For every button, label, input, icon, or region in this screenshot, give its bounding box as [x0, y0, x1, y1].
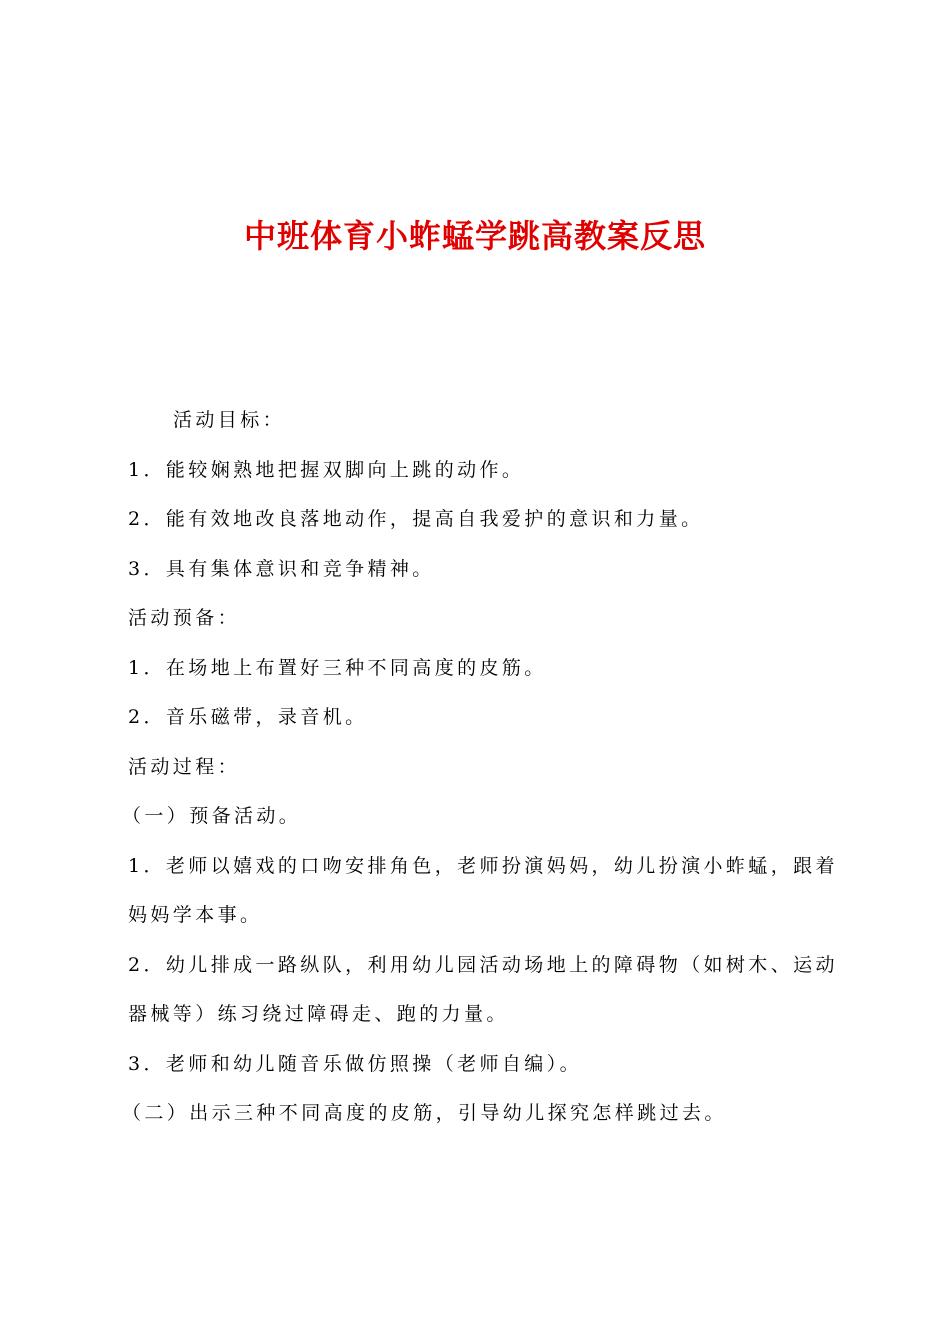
process-item-1-line-1: 1．老师以嬉戏的口吻安排角色，老师扮演妈妈，幼儿扮演小蚱蜢，跟着 [128, 854, 838, 877]
process-subheading-1: （一）预备活动。 [122, 805, 302, 827]
section-heading-process: 活动过程： [128, 755, 241, 778]
document-title: 中班体育小蚱蜢学跳高教案反思 [243, 217, 706, 255]
section-heading-preparation: 活动预备： [128, 607, 241, 629]
section-heading-goals: 活动目标： [173, 409, 286, 431]
goal-item-1: 1．能较娴熟地把握双脚向上跳的动作。 [128, 458, 525, 481]
process-item-2-line-1: 2．幼儿排成一路纵队，利用幼儿园活动场地上的障碍物（如树木、运动 [128, 953, 838, 976]
preparation-item-1: 1．在场地上布置好三种不同高度的皮筋。 [128, 656, 547, 679]
goal-item-2: 2．能有效地改良落地动作，提高自我爱护的意识和力量。 [128, 508, 704, 530]
preparation-item-2: 2．音乐磁带，录音机。 [128, 706, 368, 728]
process-item-1-line-2: 妈妈学本事。 [128, 904, 263, 926]
document-body [122, 396, 838, 1139]
goal-item-3: 3．具有集体意识和竞争精神。 [128, 557, 435, 580]
process-item-3: 3．老师和幼儿随音乐做仿照操（老师自编）。 [128, 1052, 582, 1075]
process-item-2-line-2: 器械等）练习绕过障碍走、跑的力量。 [128, 1003, 509, 1025]
process-subheading-2: （二）出示三种不同高度的皮筋，引导幼儿探究怎样跳过去。 [122, 1102, 727, 1124]
